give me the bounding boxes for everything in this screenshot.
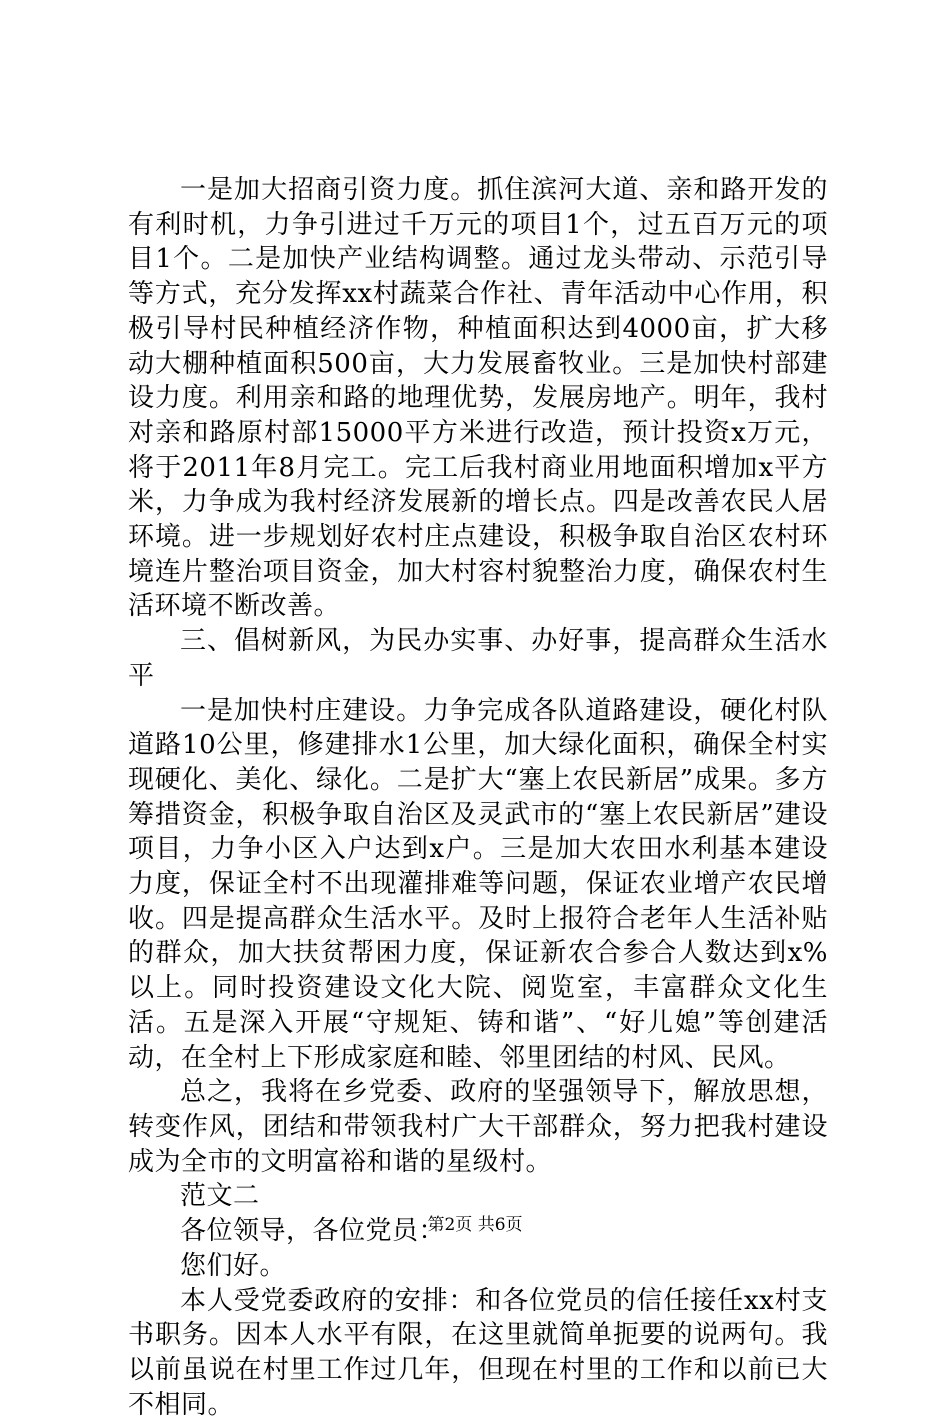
page-number-footer: 第2页 共6页	[0, 1210, 950, 1235]
section-heading-3: 三、倡树新风，为民办实事、办好事，提高群众生活水平	[128, 624, 828, 693]
paragraph-village-construction: 一是加快村庄建设。力争完成各队道路建设，硬化村队道路10公里，修建排水1公里，加大绿化面积，确保全村实现硬化、美化、绿化。二是扩大“塞上农民新居”成果。多方筹措资金，积极争取自治区及灵武市的“塞上农民新居”建设项目，力争小区入户达到x户。三是加大农田水利基本建设力度，保证全村不出现灌排难等问题，保证农业增产农民增收。四是提高群众生活水平。及时上报符合老年人生活补贴的群众，加大扶贫帮困力度，保证新农合参合人数达到x%以上。同时投资建设文化大院、阅览室，丰富群众文化生活。五是深入开展“守规矩、铸和谐”、“好儿媳”等创建活动，在全村上下形成家庭和睦、邻里团结的村风、民风。	[128, 694, 828, 1076]
sample-title: 范文二	[128, 1179, 828, 1214]
paragraph-conclusion: 总之，我将在乡党委、政府的坚强领导下，解放思想，转变作风，团结和带领我村广大干部群众，努力把我村建设成为全市的文明富裕和谐的星级村。	[128, 1075, 828, 1179]
paragraph-investment: 一是加大招商引资力度。抓住滨河大道、亲和路开发的有利时机，力争引进过千万元的项目1个，过五百万元的项目1个。二是加快产业结构调整。通过龙头带动、示范引导等方式，充分发挥xx村蔬菜合作社、青年活动中心作用，积极引导村民种植经济作物，种植面积达到4000亩，扩大移动大棚种植面积500亩，大力发展畜牧业。三是加快村部建设力度。利用亲和路的地理优势，发展房地产。明年，我村对亲和路原村部15000平方米进行改造，预计投资x万元，将于2011年8月完工。完工后我村商业用地面积增加x平方米，力争成为我村经济发展新的增长点。四是改善农民人居环境。进一步规划好农村庄点建设，积极争取自治区农村环境连片整治项目资金，加大村容村貌整治力度，确保农村生活环境不断改善。	[128, 173, 828, 624]
salutation: 各位领导，各位党员：	[128, 1214, 828, 1249]
paragraph-speech-intro: 本人受党委政府的安排：和各位党员的信任接任xx村支书职务。因本人水平有限，在这里就简单扼要的说两句。我以前虽说在村里工作过几年，但现在村里的工作和以前已大不相同。	[128, 1284, 828, 1422]
greeting: 您们好。	[128, 1249, 828, 1284]
